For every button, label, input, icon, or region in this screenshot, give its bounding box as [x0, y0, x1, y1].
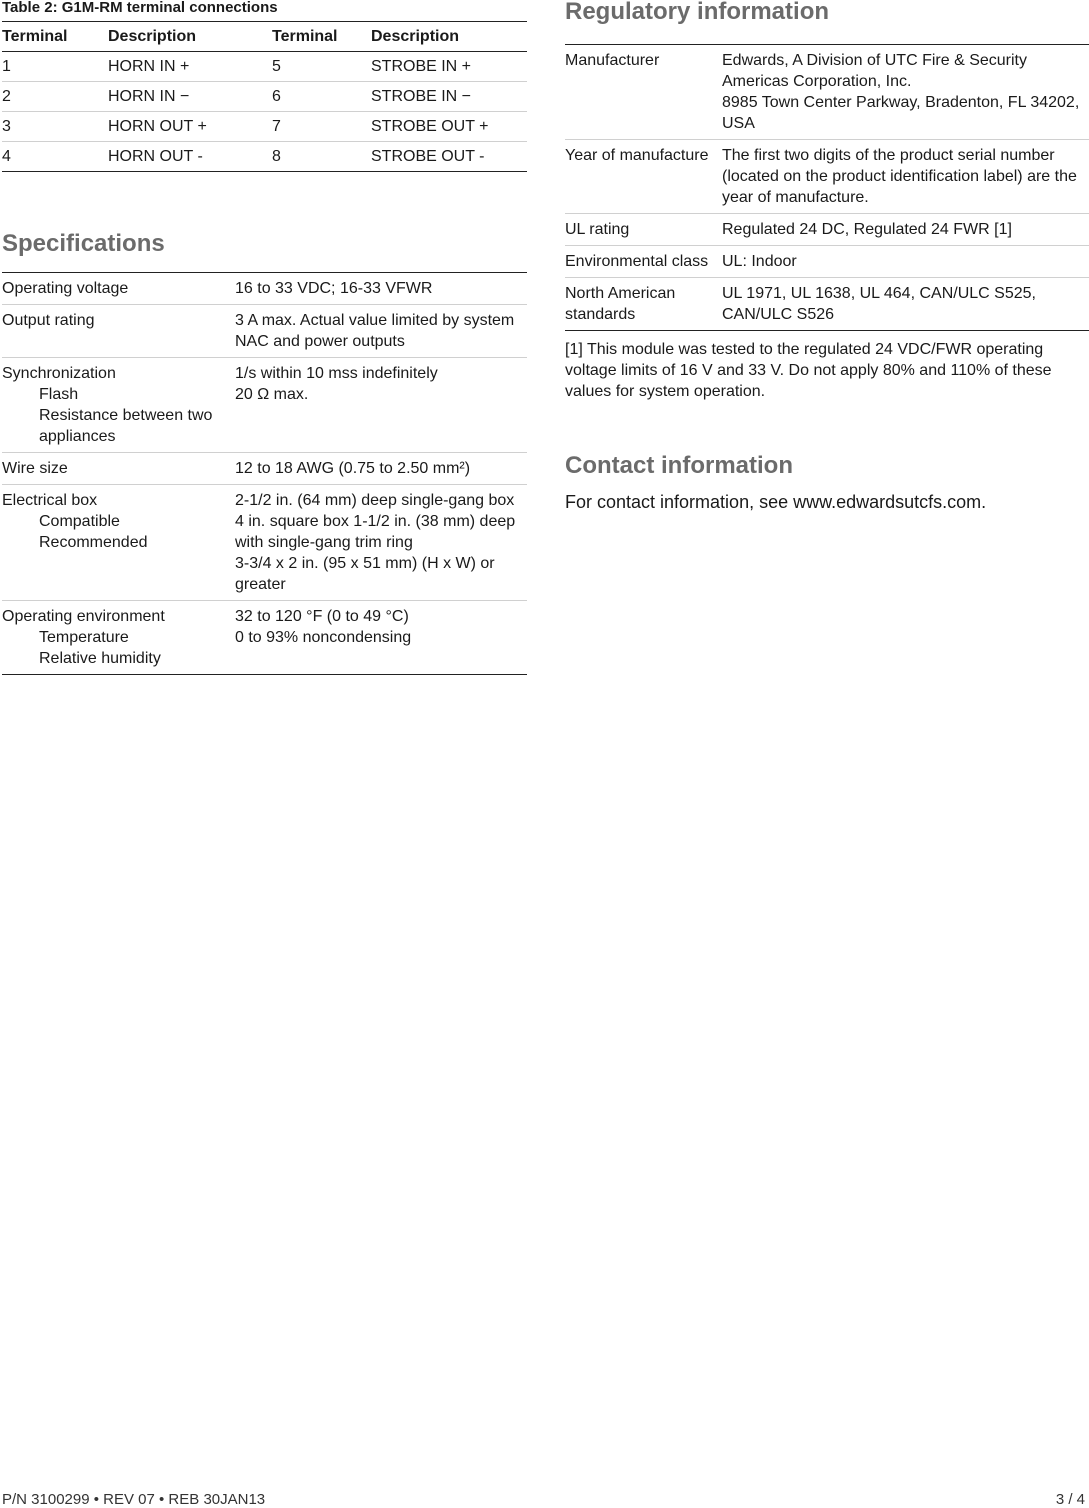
table-cell: HORN OUT -: [108, 142, 272, 172]
reg-label: Manufacturer: [565, 45, 722, 140]
spec-label: Synchronization: [2, 365, 116, 382]
reg-value: UL: Indoor: [722, 246, 1089, 278]
spec-value: 3 A max. Actual value limited by system NAC and power outputs: [235, 305, 527, 358]
table-cell: 2: [2, 82, 108, 112]
table-cell: 3: [2, 112, 108, 142]
spec-row-electrical-box: [2, 485, 527, 601]
table-cell: HORN IN +: [108, 52, 272, 82]
spec-label: Output rating: [2, 305, 235, 358]
reg-label: UL rating: [565, 214, 722, 246]
table-cell: STROBE OUT -: [371, 142, 527, 172]
spec-label: Operating voltage: [2, 273, 235, 305]
spec-value: 20 Ω max.: [235, 386, 309, 403]
spec-value: 0 to 93% noncondensing: [235, 629, 412, 646]
contact-text: For contact information, see www.edwardsutcfs.com.: [565, 492, 987, 512]
table-cell: STROBE IN −: [371, 82, 527, 112]
spec-sublabel: Relative humidity: [39, 650, 161, 667]
table-row: [2, 82, 527, 112]
spec-value-group: [235, 485, 527, 601]
footer-page-number: 3 / 4: [1055, 1491, 1085, 1508]
spec-label: Wire size: [2, 453, 235, 485]
contact-heading: Contact information: [565, 452, 793, 479]
spec-row-operating-voltage: [2, 273, 527, 305]
table-cell: HORN IN −: [108, 82, 272, 112]
column-header: Description: [108, 22, 272, 52]
specifications-heading: Specifications: [2, 230, 165, 257]
table-cell: STROBE IN +: [371, 52, 527, 82]
table-header-row: [2, 22, 527, 52]
regulatory-table: [565, 44, 1089, 331]
spec-value: 1/s within 10 mss indefinitely: [235, 365, 438, 382]
spec-label-group: [2, 358, 235, 453]
reg-label: North American standards: [565, 278, 722, 331]
spec-value-group: [235, 601, 527, 675]
spec-sublabel: Compatible: [39, 513, 120, 530]
left-column: [2, 0, 527, 675]
reg-row-year: [565, 140, 1089, 214]
spec-label: Electrical box: [2, 492, 98, 509]
spec-value: 4 in. square box 1-1/2 in. (38 mm) deep with single-gang trim ring: [235, 513, 516, 551]
spec-label-group: [2, 485, 235, 601]
spec-sublabel: Flash: [39, 386, 79, 403]
spec-row-operating-environment: [2, 601, 527, 675]
spec-value: 2-1/2 in. (64 mm) deep single-gang box: [235, 492, 515, 509]
spec-sublabel: Recommended: [39, 534, 148, 551]
spec-sublabel: Temperature: [39, 629, 129, 646]
table-cell: 8: [272, 142, 371, 172]
spec-value: 12 to 18 AWG (0.75 to 2.50 mm²): [235, 453, 527, 485]
terminal-connections-table: [2, 21, 527, 172]
right-column: [565, 0, 1089, 514]
table-cell: 1: [2, 52, 108, 82]
reg-row-manufacturer: [565, 45, 1089, 140]
spec-label-group: [2, 601, 235, 675]
regulatory-footnote: [1] This module was tested to the regulated 24 VDC/FWR operating voltage limits of 16 V and 33 V. Do not apply 80% and 110% of these values for system operation.: [565, 341, 1052, 400]
spec-row-output-rating: [2, 305, 527, 358]
spec-row-synchronization: [2, 358, 527, 453]
column-header: Description: [371, 22, 527, 52]
spec-value: 32 to 120 °F (0 to 49 °C): [235, 608, 409, 625]
reg-row-ul-rating: [565, 214, 1089, 246]
reg-value: Edwards, A Division of UTC Fire & Security Americas Corporation, Inc.: [722, 52, 1027, 90]
regulatory-heading: Regulatory information: [565, 0, 830, 25]
column-header: Terminal: [2, 22, 108, 52]
reg-value: Regulated 24 DC, Regulated 24 FWR [1]: [722, 214, 1089, 246]
table-cell: STROBE OUT +: [371, 112, 527, 142]
reg-value: UL 1971, UL 1638, UL 464, CAN/ULC S525, CAN/ULC S526: [722, 278, 1089, 331]
table-cell: 6: [272, 82, 371, 112]
spec-value: 3-3/4 x 2 in. (95 x 51 mm) (H x W) or greater: [235, 555, 495, 593]
spec-label: Operating environment: [2, 608, 165, 625]
reg-row-standards: [565, 278, 1089, 331]
reg-label: Year of manufacture: [565, 140, 722, 214]
reg-value: 8985 Town Center Parkway, Bradenton, FL 34202, USA: [722, 94, 1080, 132]
column-header: Terminal: [272, 22, 371, 52]
reg-label: Environmental class: [565, 246, 722, 278]
table-row: [2, 112, 527, 142]
reg-value: The first two digits of the product serial number (located on the product identification label) are the year of manufacture.: [722, 140, 1089, 214]
spec-value-group: [235, 358, 527, 453]
specifications-table: [2, 272, 527, 675]
terminal-table-caption: Table 2: G1M-RM terminal connections: [2, 0, 278, 16]
spec-row-wire-size: [2, 453, 527, 485]
footer-part-number: P/N 3100299 • REV 07 • REB 30JAN13: [2, 1491, 266, 1508]
spec-sublabel: Resistance between two appliances: [39, 407, 213, 445]
reg-value-group: [722, 45, 1089, 140]
table-cell: 5: [272, 52, 371, 82]
table-row: [2, 142, 527, 172]
spec-value: 16 to 33 VDC; 16-33 VFWR: [235, 273, 527, 305]
table-cell: 4: [2, 142, 108, 172]
reg-row-environmental-class: [565, 246, 1089, 278]
table-cell: HORN OUT +: [108, 112, 272, 142]
table-row: [2, 52, 527, 82]
table-cell: 7: [272, 112, 371, 142]
